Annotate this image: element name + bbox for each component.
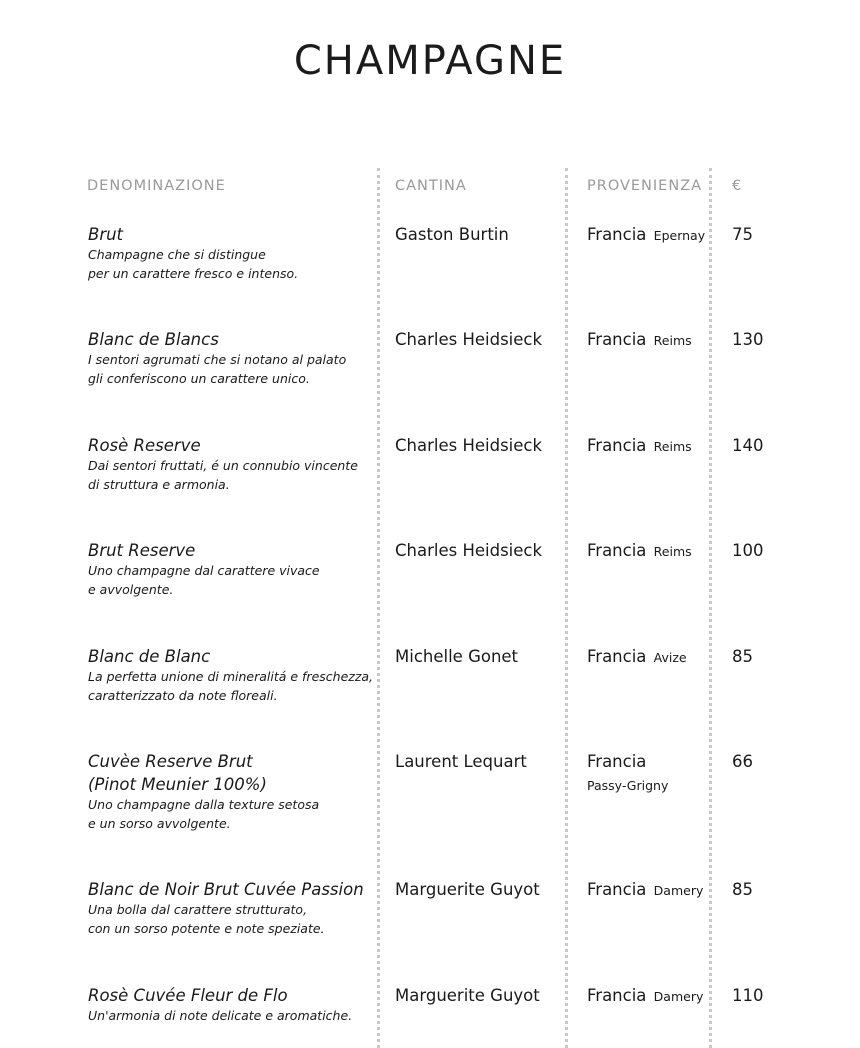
wine-description: Uno champagne dal carattere vivace e avvolgente. <box>88 563 320 597</box>
wine-name: Brut Reserve <box>88 541 196 560</box>
wine-place: Epernay <box>653 228 706 243</box>
column-divider <box>377 168 380 1048</box>
header-price: € <box>732 178 743 194</box>
wine-description: Uno champagne dalla texture setosa e un sorso avvolgente. <box>88 797 320 831</box>
wine-description: Champagne che si distingue per un carattere fresco e intenso. <box>88 247 299 281</box>
wine-price: 75 <box>732 225 753 244</box>
wine-origin <box>587 223 705 247</box>
column-divider <box>565 168 568 1048</box>
wine-price: 130 <box>732 330 764 349</box>
wine-price: 100 <box>732 541 764 560</box>
wine-place: Reims <box>653 333 692 348</box>
wine-origin <box>587 539 692 563</box>
wine-origin <box>587 434 692 458</box>
wine-country: Francia <box>587 752 647 771</box>
wine-winery: Michelle Gonet <box>395 647 519 666</box>
wine-description: I sentori agrumati che si notano al palato gli conferiscono un carattere unico. <box>88 352 347 386</box>
wine-name <box>88 750 373 796</box>
wine-price: 140 <box>732 436 764 455</box>
wine-winery: Charles Heidsieck <box>395 541 543 560</box>
wine-country: Francia <box>587 225 647 244</box>
wine-country: Francia <box>587 880 647 899</box>
header-denominazione: DENOMINAZIONE <box>87 178 226 194</box>
wine-place: Avize <box>653 650 687 665</box>
column-divider <box>709 168 712 1048</box>
wine-price: 110 <box>732 986 764 1005</box>
wine-name: Rosè Cuvée Fleur de Flo <box>88 986 288 1005</box>
wine-place: Reims <box>653 544 692 559</box>
wine-description: Dai sentori fruttati, é un connubio vincente di struttura e armonia. <box>88 458 358 492</box>
wine-place: Damery <box>653 883 704 898</box>
wine-origin <box>587 750 668 799</box>
wine-country: Francia <box>587 541 647 560</box>
wine-winery: Laurent Lequart <box>395 752 527 771</box>
wine-origin <box>587 645 687 669</box>
wine-price: 85 <box>732 647 753 666</box>
wine-name: Blanc de Blancs <box>88 330 219 349</box>
header-cantina: CANTINA <box>395 178 467 194</box>
wine-description: La perfetta unione di mineralitá e freschezza, caratterizzato da note floreali. <box>88 669 374 703</box>
wine-place: Passy-Grigny <box>587 778 669 793</box>
wine-country: Francia <box>587 330 647 349</box>
wine-country: Francia <box>587 986 647 1005</box>
wine-name: Brut <box>88 225 124 244</box>
wine-name: Blanc de Noir Brut Cuvée Passion <box>88 880 364 899</box>
wine-description: Una bolla dal carattere strutturato, con un sorso potente e note speziate. <box>88 902 325 936</box>
page-title: CHAMPAGNE <box>293 38 567 84</box>
wine-origin <box>587 328 692 352</box>
wine-winery: Charles Heidsieck <box>395 330 543 349</box>
wine-name: Blanc de Blanc <box>88 647 211 666</box>
wine-origin <box>587 984 703 1008</box>
wine-place: Reims <box>653 439 692 454</box>
wine-price: 85 <box>732 880 753 899</box>
wine-name-subline: (Pinot Meunier 100%) <box>88 775 267 794</box>
wine-name: Rosè Reserve <box>88 436 201 455</box>
wine-origin <box>587 878 703 902</box>
wine-country: Francia <box>587 647 647 666</box>
wine-winery: Marguerite Guyot <box>395 880 540 899</box>
wine-name-line: Cuvèe Reserve Brut <box>88 752 253 771</box>
wine-winery: Marguerite Guyot <box>395 986 540 1005</box>
wine-description: Un'armonia di note delicate e aromatiche. <box>88 1008 353 1023</box>
wine-price: 66 <box>732 752 753 771</box>
wine-winery: Charles Heidsieck <box>395 436 543 455</box>
wine-winery: Gaston Burtin <box>395 225 509 244</box>
wine-place: Damery <box>653 989 704 1004</box>
header-provenienza: PROVENIENZA <box>587 178 703 194</box>
wine-country: Francia <box>587 436 647 455</box>
